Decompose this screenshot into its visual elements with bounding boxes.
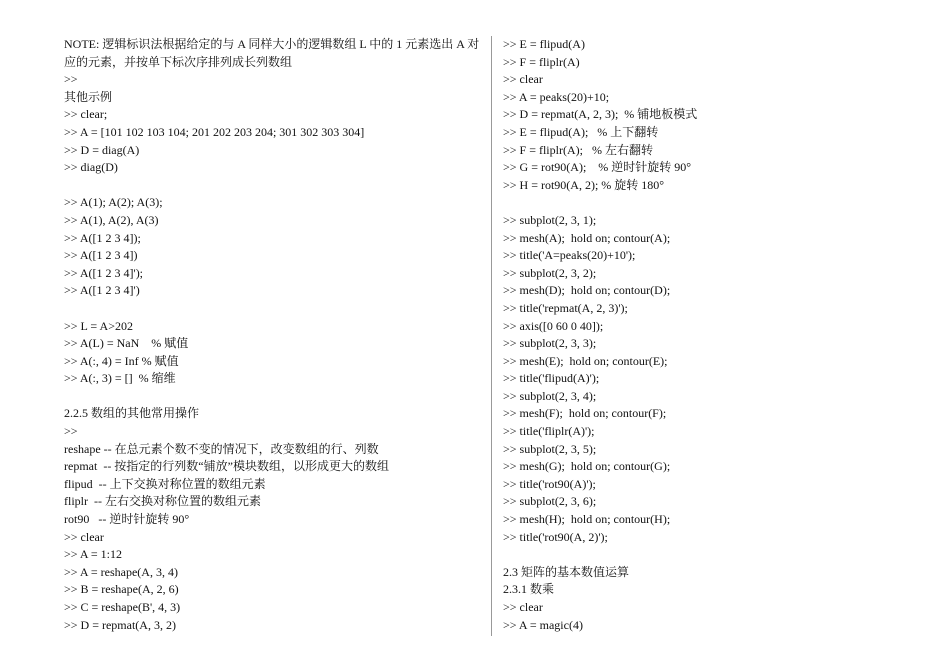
text-line: >> subplot(2, 3, 3); <box>503 336 597 351</box>
text-line: >> L = A>202 <box>64 318 133 333</box>
text-line: >> H = rot90(A, 2); % 旋转 180° <box>503 177 665 192</box>
text-line: >> title('rot90(A)'); <box>503 476 596 491</box>
text-line: >> D = diag(A) <box>64 142 140 157</box>
text-line: >> F = fliplr(A); % 左右翻转 <box>503 142 653 157</box>
text-line: >> title('A=peaks(20)+10'); <box>503 248 636 263</box>
text-line: >> A = peaks(20)+10; <box>503 89 610 104</box>
left-column <box>64 36 484 634</box>
text-line: >> subplot(2, 3, 4); <box>503 388 597 403</box>
text-line: >> A(:, 4) = Inf % 赋值 <box>64 353 179 368</box>
text-line: >> A = magic(4) <box>503 617 583 632</box>
text-line: >> <box>64 72 78 87</box>
text-line: repmat -- 按指定的行列数“铺放”模块数组，以形成更大的数组 <box>64 459 389 474</box>
text-line: >> diag(D) <box>64 160 118 175</box>
text-line: >> mesh(H); hold on; contour(H); <box>503 512 671 527</box>
text-line: >> mesh(F); hold on; contour(F); <box>503 406 667 421</box>
blank-line <box>503 546 903 564</box>
text-line: >> A(1); A(2); A(3); <box>64 195 163 210</box>
text-line: fliplr -- 左右交换对称位置的数组元素 <box>64 494 261 509</box>
text-line: >> clear; <box>64 107 108 122</box>
text-line: >> A = [101 102 103 104; 201 202 203 204; 301 302 303 304] <box>64 124 365 139</box>
text-line: >> D = repmat(A, 2, 3); % 铺地板模式 <box>503 107 698 122</box>
text-line: NOTE: 逻辑标识法根据给定的与 A 同样大小的逻辑数组 L 中的 1 元素选出 A 对应的元素，并按单下标次序排列成长列数组 <box>64 37 480 69</box>
text-line: >> A([1 2 3 4]); <box>64 230 141 245</box>
text-line: >> title('fliplr(A)'); <box>503 424 595 439</box>
text-line: >> E = flipud(A) <box>503 37 585 51</box>
text-line: >> C = reshape(B', 4, 3) <box>64 600 181 614</box>
text-line: rot90 -- 逆时针旋转 90° <box>64 512 190 527</box>
text-line: >> clear <box>503 600 543 614</box>
text-line: >> subplot(2, 3, 6); <box>503 494 597 509</box>
text-line: >> subplot(2, 3, 1); <box>503 212 597 227</box>
text-line: >> subplot(2, 3, 2); <box>503 265 597 280</box>
text-line: >> <box>64 424 78 439</box>
text-line: >> A(1), A(2), A(3) <box>64 212 159 227</box>
text-line: reshape -- 在总元素个数不变的情况下，改变数组的行、列数 <box>64 441 379 456</box>
text-line: >> clear <box>503 72 543 87</box>
subsection-heading: 2.3.1 数乘 <box>503 582 555 597</box>
text-line: >> mesh(D); hold on; contour(D); <box>503 283 671 298</box>
text-line: >> subplot(2, 3, 5); <box>503 441 597 456</box>
text-line: >> A([1 2 3 4]) <box>64 248 138 263</box>
text-line: flipud -- 上下交换对称位置的数组元素 <box>64 476 266 491</box>
blank-line <box>64 300 484 318</box>
text-line: >> D = repmat(A, 3, 2) <box>64 617 176 632</box>
text-line: >> A(:, 3) = [] % 缩维 <box>64 371 176 386</box>
blank-line <box>503 194 903 212</box>
right-column <box>503 36 903 634</box>
section-heading: 2.2.5 数组的其他常用操作 <box>64 406 200 421</box>
text-line: >> F = fliplr(A) <box>503 54 580 69</box>
text-line: >> E = flipud(A); % 上下翻转 <box>503 124 659 139</box>
text-line: >> mesh(E); hold on; contour(E); <box>503 353 668 368</box>
text-line: >> A = 1:12 <box>64 547 122 562</box>
text-line: >> mesh(A); hold on; contour(A); <box>503 230 671 245</box>
column-divider <box>491 36 492 636</box>
section-heading: 2.3 矩阵的基本数值运算 <box>503 564 630 579</box>
text-line: 其他示例 <box>64 89 113 104</box>
text-line: >> A([1 2 3 4]') <box>64 283 140 298</box>
blank-line <box>64 388 484 406</box>
text-line: >> B = reshape(A, 2, 6) <box>64 582 179 597</box>
text-line: >> title('flipud(A)'); <box>503 371 600 386</box>
blank-line <box>64 177 484 195</box>
text-line: >> mesh(G); hold on; contour(G); <box>503 459 671 474</box>
text-line: >> axis([0 60 0 40]); <box>503 318 604 333</box>
text-line: >> title('repmat(A, 2, 3)'); <box>503 300 628 315</box>
text-line: >> A(L) = NaN % 赋值 <box>64 336 189 351</box>
text-line: >> A = reshape(A, 3, 4) <box>64 564 178 579</box>
text-line: >> G = rot90(A); % 逆时针旋转 90° <box>503 160 692 175</box>
text-line: >> A([1 2 3 4]'); <box>64 265 144 280</box>
text-line: >> title('rot90(A, 2)'); <box>503 529 608 544</box>
text-line: >> clear <box>64 529 104 544</box>
